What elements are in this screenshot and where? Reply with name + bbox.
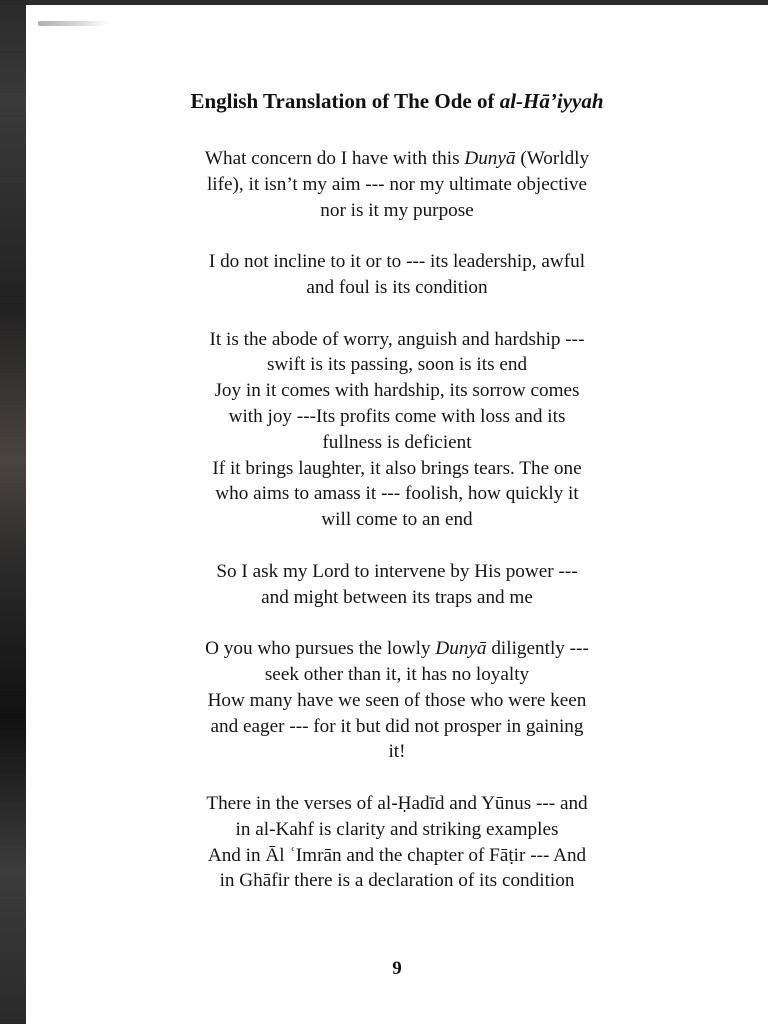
poem-line-italic-word: Dunyā bbox=[464, 148, 516, 169]
page-title-main: English Translation of The Ode of bbox=[190, 89, 500, 113]
poem-stanza bbox=[86, 791, 708, 894]
poem-line-text: diligently --- bbox=[486, 638, 589, 660]
poem-line-text: O you who pursues the lowly bbox=[205, 638, 436, 660]
poem-line bbox=[86, 275, 708, 301]
poem-stanza bbox=[86, 249, 708, 301]
backdrop-left-edge bbox=[0, 0, 26, 1024]
poem-line-text: and might between its traps and me bbox=[261, 586, 533, 608]
poem-line-text: swift is its passing, soon is its end bbox=[266, 354, 528, 376]
poem-line-text: There in the verses of al-Ḥadīd and Yūnus --- and bbox=[206, 792, 588, 814]
poem-line bbox=[86, 172, 708, 198]
poem-line-text: I do not incline to it or to --- its leadership, awful bbox=[208, 251, 586, 273]
poem-line bbox=[86, 636, 708, 662]
poem-line-text: with joy ---Its profits come with loss and its bbox=[228, 405, 566, 427]
poem-line-text: And in Āl ʿImrān and the chapter of Fāṭir --- And bbox=[207, 844, 587, 866]
poem-line bbox=[86, 430, 708, 456]
poem-line bbox=[86, 791, 708, 817]
poem-line-text: seek other than it, it has no loyalty bbox=[264, 663, 530, 685]
poem-line bbox=[86, 714, 708, 740]
poem-stanza bbox=[86, 559, 708, 611]
poem-line-text: Joy in it comes with hardship, its sorrow comes bbox=[214, 380, 580, 402]
poem-line bbox=[86, 456, 708, 482]
poem-line bbox=[86, 585, 708, 611]
poem-body bbox=[86, 146, 708, 894]
poem-line bbox=[86, 868, 708, 894]
poem-line-text: fullness is deficient bbox=[322, 431, 472, 453]
scan-artifact-mark bbox=[38, 21, 108, 26]
poem-line bbox=[86, 662, 708, 688]
poem-line-text: who aims to amass it --- foolish, how quickly it bbox=[215, 483, 579, 505]
poem-line bbox=[86, 817, 708, 843]
poem-line-text: life), it isn’t my aim --- nor my ultimate objective bbox=[206, 173, 588, 195]
poem-line-text: So I ask my Lord to intervene by His power --- bbox=[216, 560, 578, 582]
poem-line-text: it! bbox=[388, 741, 406, 763]
poem-line-text: in al-Kahf is clarity and striking examples bbox=[235, 818, 559, 840]
poem-line bbox=[86, 843, 708, 869]
poem-line-text: will come to an end bbox=[321, 509, 473, 531]
poem-line bbox=[86, 688, 708, 714]
poem-stanza bbox=[86, 327, 708, 533]
poem-line-text: What concern do I have with this bbox=[204, 148, 465, 169]
poem-line-text: nor is it my purpose bbox=[320, 199, 474, 221]
poem-line bbox=[86, 327, 708, 353]
document-page bbox=[26, 5, 768, 1024]
page-number: 9 bbox=[392, 958, 402, 979]
poem-line bbox=[86, 352, 708, 378]
poem-line bbox=[86, 198, 708, 224]
poem-line-italic-word: Dunyā bbox=[435, 638, 487, 660]
page-title-italic: al-Hā’iyyah bbox=[499, 89, 604, 113]
poem-line bbox=[86, 739, 708, 765]
poem-line bbox=[86, 249, 708, 275]
poem-line-text: (Worldly bbox=[515, 148, 590, 169]
page-title bbox=[26, 89, 768, 114]
poem-line-text: and eager --- for it but did not prosper in gaining bbox=[210, 715, 584, 737]
poem-line-text: and foul is its condition bbox=[306, 276, 488, 298]
poem-line-text: How many have we seen of those who were keen bbox=[207, 689, 587, 711]
poem-line bbox=[86, 507, 708, 533]
poem-line-text: It is the abode of worry, anguish and hardship --- bbox=[209, 328, 585, 350]
poem-line-text: If it brings laughter, it also brings tears. The one bbox=[212, 457, 582, 479]
poem-line-text: in Ghāfir there is a declaration of its condition bbox=[219, 870, 575, 892]
poem-line bbox=[86, 481, 708, 507]
poem-line bbox=[86, 404, 708, 430]
poem-line bbox=[86, 146, 708, 172]
poem-line bbox=[86, 559, 708, 585]
poem-line bbox=[86, 378, 708, 404]
poem-stanza bbox=[86, 146, 708, 223]
poem-stanza bbox=[86, 636, 708, 765]
